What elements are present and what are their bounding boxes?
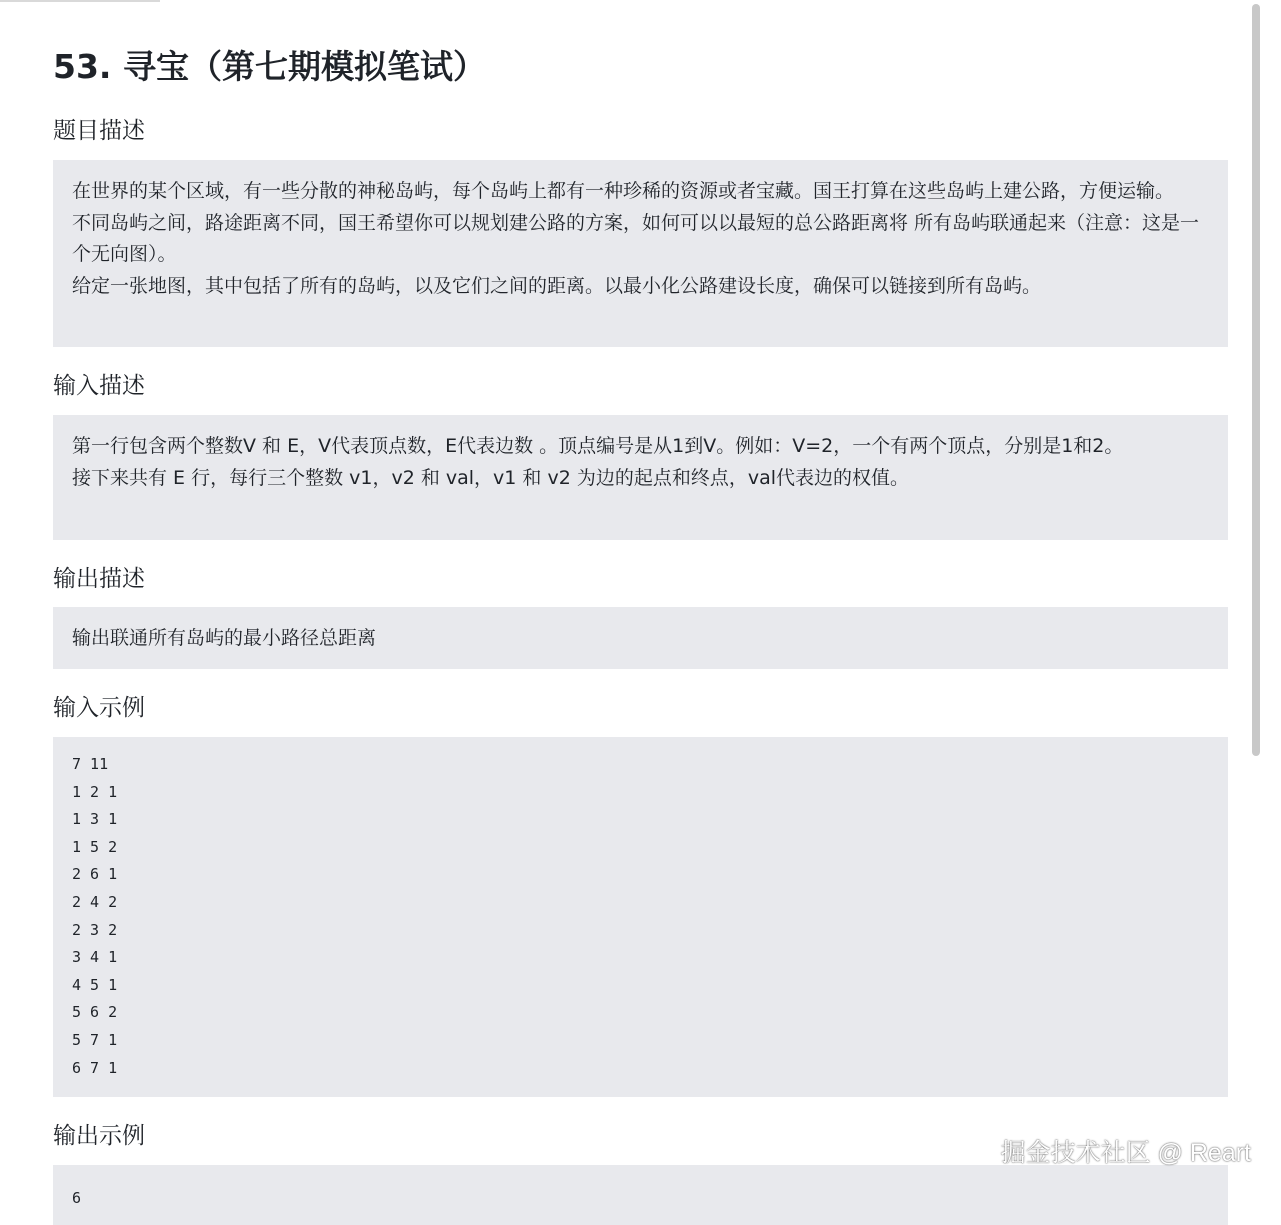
problem-paragraph: 给定一张地图，其中包括了所有的岛屿，以及它们之间的距离。以最小化公路建设长度，确保可以链接到所有岛屿。 xyxy=(72,274,1042,297)
output-example-heading: 输出示例 xyxy=(53,1123,145,1149)
input-example-heading: 输入示例 xyxy=(53,695,145,721)
code-line: 1 5 2 xyxy=(72,837,118,856)
problem-description-block xyxy=(53,160,1228,347)
output-paragraph: 输出联通所有岛屿的最小路径总距离 xyxy=(72,627,377,649)
code-line: 4 5 1 xyxy=(72,975,118,994)
top-divider xyxy=(0,0,160,2)
input-paragraph: 接下来共有 E 行，每行三个整数 v1，v2 和 val，v1 和 v2 为边的起点和终点，val代表边的权值。 xyxy=(72,466,909,489)
input-example-code-block[interactable] xyxy=(53,737,1228,1097)
code-line: 5 6 2 xyxy=(72,1003,118,1022)
page-title: 53. 寻宝（第七期模拟笔试） xyxy=(53,47,486,86)
code-line: 2 4 2 xyxy=(72,892,118,911)
input-description-block xyxy=(53,415,1228,540)
code-line: 2 6 1 xyxy=(72,865,118,884)
code-line: 7 11 xyxy=(72,755,109,773)
code-line: 6 xyxy=(72,1189,82,1207)
output-description-heading: 输出描述 xyxy=(53,566,145,592)
code-line: 2 3 2 xyxy=(72,920,118,939)
problem-paragraph: 不同岛屿之间，路途距离不同，国王希望你可以规划建公路的方案，如何可以以最短的总公路距离将 所有岛屿联通起来（注意：这是一个无向图）。 xyxy=(72,211,1200,265)
code-line: 3 4 1 xyxy=(72,948,118,967)
input-description-heading: 输入描述 xyxy=(53,373,145,399)
problem-description-heading: 题目描述 xyxy=(53,118,145,144)
code-line: 6 7 1 xyxy=(72,1058,118,1077)
watermark: 掘金技术社区 @ Reart xyxy=(1000,1139,1251,1167)
scrollbar-thumb[interactable] xyxy=(1252,4,1260,756)
problem-paragraph: 在世界的某个区域，有一些分散的神秘岛屿，每个岛屿上都有一种珍稀的资源或者宝藏。国王打算在这些岛屿上建公路，方便运输。 xyxy=(72,180,1175,202)
output-description-block xyxy=(53,607,1228,669)
code-line: 5 7 1 xyxy=(72,1030,118,1049)
output-example-code-block[interactable] xyxy=(53,1165,1228,1225)
code-line: 1 3 1 xyxy=(72,810,118,829)
code-line: 1 2 1 xyxy=(72,782,118,801)
input-paragraph: 第一行包含两个整数V 和 E，V代表顶点数，E代表边数 。顶点编号是从1到V。例如：V=2，一个有两个顶点，分别是1和2。 xyxy=(72,435,1124,457)
